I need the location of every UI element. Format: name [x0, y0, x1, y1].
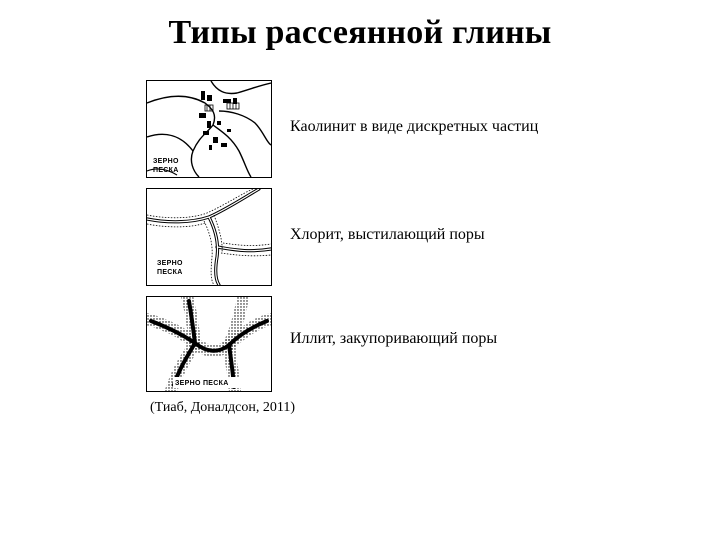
grain-label: ЗЕРНО — [157, 260, 183, 267]
grain-label: ПЕСКА — [153, 167, 179, 174]
caption-illite: Иллит, закупоривающий поры — [290, 330, 498, 347]
caption-kaolinite: Каолинит в виде дискретных частиц — [290, 118, 539, 135]
source-citation: (Тиаб, Доналдсон, 2011) — [150, 400, 296, 415]
page-title: Типы рассеянной глины — [168, 14, 552, 51]
grain-label: ПЕСКА — [157, 269, 183, 276]
illite-illustration — [146, 296, 272, 392]
grain-label: ЗЕРНО — [153, 158, 179, 165]
caption-chlorite: Хлорит, выстилающий поры — [290, 226, 485, 243]
kaolinite-illustration — [146, 80, 272, 178]
chlorite-illustration — [146, 188, 272, 286]
grain-label: ЗЕРНО ПЕСКА — [175, 380, 229, 387]
